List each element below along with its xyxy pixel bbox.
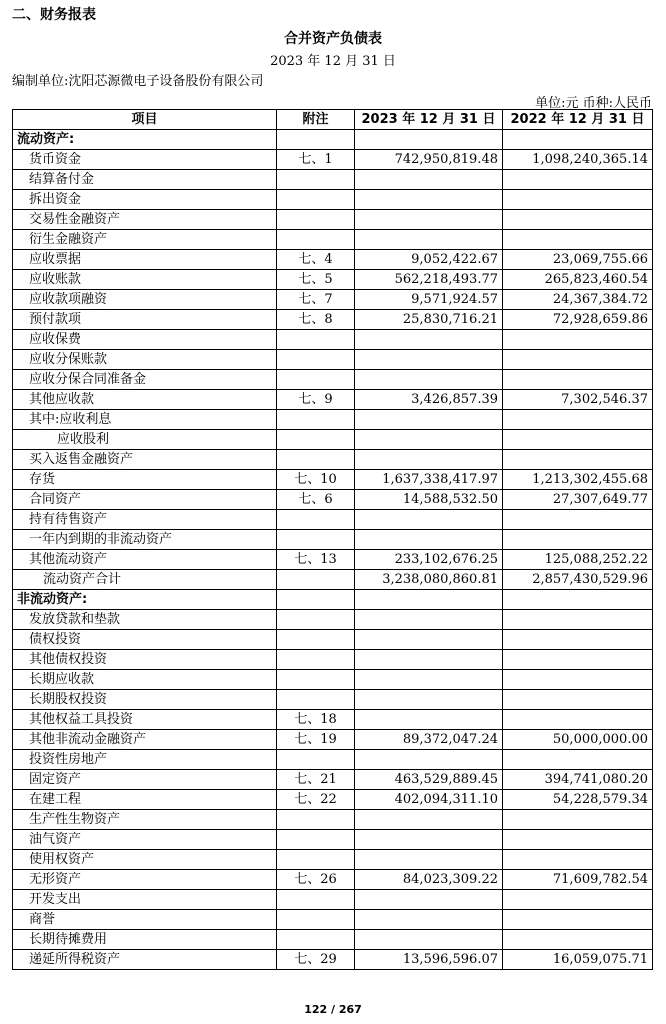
header-note: 附注 <box>277 110 355 130</box>
value-2023-cell <box>355 430 503 450</box>
item-cell: 其他应收款 <box>13 390 277 410</box>
value-2023-cell: 3,238,080,860.81 <box>355 570 503 590</box>
value-2023-cell <box>355 170 503 190</box>
table-header-row <box>13 110 653 130</box>
table-row <box>13 490 653 510</box>
table-row <box>13 150 653 170</box>
value-2022-cell: 16,059,075.71 <box>503 950 653 970</box>
table-row <box>13 790 653 810</box>
value-2023-cell <box>355 510 503 530</box>
value-2023-cell: 3,426,857.39 <box>355 390 503 410</box>
value-2022-cell <box>503 670 653 690</box>
note-cell <box>277 590 355 610</box>
table-row <box>13 510 653 530</box>
value-2022-cell <box>503 430 653 450</box>
note-cell <box>277 690 355 710</box>
value-2023-cell <box>355 810 503 830</box>
value-2023-cell <box>355 650 503 670</box>
value-2022-cell <box>503 810 653 830</box>
note-cell <box>277 230 355 250</box>
value-2023-cell <box>355 590 503 610</box>
value-2023-cell <box>355 670 503 690</box>
table-row <box>13 770 653 790</box>
value-2023-cell: 9,052,422.67 <box>355 250 503 270</box>
note-cell <box>277 610 355 630</box>
note-cell <box>277 830 355 850</box>
table-row <box>13 910 653 930</box>
value-2022-cell: 2,857,430,529.96 <box>503 570 653 590</box>
item-cell: 一年内到期的非流动资产 <box>13 530 277 550</box>
item-cell: 长期待摊费用 <box>13 930 277 950</box>
table-row <box>13 830 653 850</box>
table-row <box>13 290 653 310</box>
table-row <box>13 170 653 190</box>
item-cell: 递延所得税资产 <box>13 950 277 970</box>
item-cell: 应收保费 <box>13 330 277 350</box>
value-2022-cell: 7,302,546.37 <box>503 390 653 410</box>
value-2023-cell <box>355 610 503 630</box>
document-title: 合并资产负债表 <box>284 31 382 47</box>
value-2023-cell: 463,529,889.45 <box>355 770 503 790</box>
value-2023-cell: 84,023,309.22 <box>355 870 503 890</box>
note-cell <box>277 810 355 830</box>
note-cell: 七、7 <box>277 290 355 310</box>
value-2023-cell <box>355 910 503 930</box>
value-2022-cell <box>503 510 653 530</box>
note-cell <box>277 910 355 930</box>
note-cell <box>277 510 355 530</box>
value-2023-cell <box>355 830 503 850</box>
note-cell: 七、5 <box>277 270 355 290</box>
item-cell: 使用权资产 <box>13 850 277 870</box>
table-row <box>13 750 653 770</box>
table-row <box>13 950 653 970</box>
note-cell: 七、22 <box>277 790 355 810</box>
table-row <box>13 450 653 470</box>
value-2022-cell <box>503 630 653 650</box>
note-cell <box>277 430 355 450</box>
value-2022-cell: 71,609,782.54 <box>503 870 653 890</box>
note-cell <box>277 370 355 390</box>
item-cell: 长期股权投资 <box>13 690 277 710</box>
value-2023-cell: 562,218,493.77 <box>355 270 503 290</box>
table-row <box>13 230 653 250</box>
value-2023-cell <box>355 190 503 210</box>
value-2023-cell <box>355 530 503 550</box>
note-cell <box>277 530 355 550</box>
item-cell: 商誉 <box>13 910 277 930</box>
value-2023-cell: 402,094,311.10 <box>355 790 503 810</box>
item-cell: 衍生金融资产 <box>13 230 277 250</box>
item-cell: 应收账款 <box>13 270 277 290</box>
value-2023-cell: 25,830,716.21 <box>355 310 503 330</box>
note-cell: 七、10 <box>277 470 355 490</box>
note-cell: 七、1 <box>277 150 355 170</box>
value-2022-cell: 23,069,755.66 <box>503 250 653 270</box>
item-cell: 拆出资金 <box>13 190 277 210</box>
header-item: 项目 <box>13 110 277 130</box>
value-2022-cell: 1,213,302,455.68 <box>503 470 653 490</box>
item-cell: 流动资产合计 <box>13 570 277 590</box>
note-cell <box>277 890 355 910</box>
section-row <box>13 590 653 610</box>
item-cell: 债权投资 <box>13 630 277 650</box>
table-row <box>13 630 653 650</box>
value-2022-cell <box>503 830 653 850</box>
note-cell <box>277 650 355 670</box>
value-2022-cell <box>503 910 653 930</box>
table-row <box>13 430 653 450</box>
value-2022-cell <box>503 210 653 230</box>
item-cell: 其他权益工具投资 <box>13 710 277 730</box>
item-cell: 油气资产 <box>13 830 277 850</box>
note-cell <box>277 630 355 650</box>
note-cell <box>277 750 355 770</box>
table-row <box>13 670 653 690</box>
table-row <box>13 410 653 430</box>
note-cell <box>277 670 355 690</box>
table-row <box>13 530 653 550</box>
section-title: 二、财务报表 <box>12 7 96 23</box>
document-date: 2023 年 12 月 31 日 <box>270 54 396 69</box>
item-cell: 在建工程 <box>13 790 277 810</box>
value-2023-cell: 1,637,338,417.97 <box>355 470 503 490</box>
company-name: 编制单位:沈阳芯源微电子设备股份有限公司 <box>12 74 264 89</box>
note-cell <box>277 930 355 950</box>
item-cell: 流动资产: <box>13 130 277 150</box>
table-row <box>13 650 653 670</box>
item-cell: 应收分保合同准备金 <box>13 370 277 390</box>
value-2022-cell: 27,307,649.77 <box>503 490 653 510</box>
value-2022-cell <box>503 590 653 610</box>
note-cell <box>277 350 355 370</box>
table-row <box>13 930 653 950</box>
value-2022-cell <box>503 170 653 190</box>
value-2022-cell <box>503 350 653 370</box>
value-2023-cell: 9,571,924.57 <box>355 290 503 310</box>
balance-sheet-table <box>12 109 653 970</box>
item-cell: 预付款项 <box>13 310 277 330</box>
value-2022-cell <box>503 410 653 430</box>
table-row <box>13 330 653 350</box>
value-2022-cell <box>503 130 653 150</box>
value-2023-cell <box>355 890 503 910</box>
item-cell: 应收款项融资 <box>13 290 277 310</box>
value-2023-cell: 89,372,047.24 <box>355 730 503 750</box>
value-2022-cell <box>503 530 653 550</box>
item-cell: 买入返售金融资产 <box>13 450 277 470</box>
table-row <box>13 250 653 270</box>
table-row <box>13 390 653 410</box>
header-2023: 2023 年 12 月 31 日 <box>355 110 503 130</box>
value-2023-cell <box>355 930 503 950</box>
item-cell: 持有待售资产 <box>13 510 277 530</box>
value-2022-cell <box>503 450 653 470</box>
value-2022-cell <box>503 370 653 390</box>
note-cell: 七、13 <box>277 550 355 570</box>
value-2023-cell <box>355 410 503 430</box>
value-2022-cell: 394,741,080.20 <box>503 770 653 790</box>
item-cell: 非流动资产: <box>13 590 277 610</box>
section-row <box>13 130 653 150</box>
value-2023-cell <box>355 750 503 770</box>
currency-unit: 单位:元 币种:人民币 <box>535 96 652 111</box>
value-2023-cell <box>355 230 503 250</box>
table-row <box>13 730 653 750</box>
item-cell: 开发支出 <box>13 890 277 910</box>
table-row <box>13 470 653 490</box>
value-2022-cell <box>503 610 653 630</box>
note-cell: 七、9 <box>277 390 355 410</box>
value-2022-cell: 50,000,000.00 <box>503 730 653 750</box>
value-2022-cell: 265,823,460.54 <box>503 270 653 290</box>
note-cell <box>277 450 355 470</box>
note-cell <box>277 330 355 350</box>
item-cell: 其他流动资产 <box>13 550 277 570</box>
value-2022-cell <box>503 890 653 910</box>
value-2022-cell: 72,928,659.86 <box>503 310 653 330</box>
note-cell <box>277 410 355 430</box>
header-2022: 2022 年 12 月 31 日 <box>503 110 653 130</box>
item-cell: 存货 <box>13 470 277 490</box>
note-cell: 七、4 <box>277 250 355 270</box>
item-cell: 其中:应收利息 <box>13 410 277 430</box>
note-cell <box>277 130 355 150</box>
item-cell: 交易性金融资产 <box>13 210 277 230</box>
value-2022-cell <box>503 710 653 730</box>
value-2023-cell <box>355 690 503 710</box>
table-row <box>13 710 653 730</box>
item-cell: 应收股利 <box>13 430 277 450</box>
note-cell <box>277 170 355 190</box>
value-2022-cell <box>503 930 653 950</box>
value-2022-cell <box>503 330 653 350</box>
table-row <box>13 350 653 370</box>
note-cell: 七、26 <box>277 870 355 890</box>
note-cell <box>277 190 355 210</box>
value-2022-cell <box>503 750 653 770</box>
value-2022-cell: 54,228,579.34 <box>503 790 653 810</box>
note-cell <box>277 570 355 590</box>
note-cell: 七、18 <box>277 710 355 730</box>
value-2023-cell: 742,950,819.48 <box>355 150 503 170</box>
value-2022-cell: 1,098,240,365.14 <box>503 150 653 170</box>
item-cell: 应收分保账款 <box>13 350 277 370</box>
note-cell <box>277 210 355 230</box>
item-cell: 应收票据 <box>13 250 277 270</box>
value-2022-cell <box>503 850 653 870</box>
value-2023-cell <box>355 370 503 390</box>
value-2023-cell <box>355 450 503 470</box>
value-2023-cell <box>355 850 503 870</box>
value-2023-cell <box>355 130 503 150</box>
table-row <box>13 370 653 390</box>
value-2023-cell <box>355 710 503 730</box>
value-2022-cell <box>503 650 653 670</box>
item-cell: 合同资产 <box>13 490 277 510</box>
item-cell: 其他债权投资 <box>13 650 277 670</box>
item-cell: 投资性房地产 <box>13 750 277 770</box>
note-cell <box>277 850 355 870</box>
value-2023-cell <box>355 630 503 650</box>
table-row <box>13 850 653 870</box>
table-row <box>13 870 653 890</box>
note-cell: 七、19 <box>277 730 355 750</box>
table-row <box>13 690 653 710</box>
note-cell: 七、8 <box>277 310 355 330</box>
value-2022-cell <box>503 190 653 210</box>
table-row <box>13 550 653 570</box>
item-cell: 货币资金 <box>13 150 277 170</box>
table-row <box>13 890 653 910</box>
item-cell: 结算备付金 <box>13 170 277 190</box>
note-cell: 七、29 <box>277 950 355 970</box>
value-2022-cell: 24,367,384.72 <box>503 290 653 310</box>
note-cell: 七、6 <box>277 490 355 510</box>
page-number: 122 / 267 <box>304 1003 362 1016</box>
value-2022-cell: 125,088,252.22 <box>503 550 653 570</box>
value-2023-cell <box>355 350 503 370</box>
item-cell: 发放贷款和垫款 <box>13 610 277 630</box>
item-cell: 长期应收款 <box>13 670 277 690</box>
table-row <box>13 270 653 290</box>
value-2023-cell: 13,596,596.07 <box>355 950 503 970</box>
value-2022-cell <box>503 690 653 710</box>
item-cell: 无形资产 <box>13 870 277 890</box>
item-cell: 固定资产 <box>13 770 277 790</box>
item-cell: 生产性生物资产 <box>13 810 277 830</box>
item-cell: 其他非流动金融资产 <box>13 730 277 750</box>
note-cell: 七、21 <box>277 770 355 790</box>
table-row <box>13 610 653 630</box>
table-row <box>13 210 653 230</box>
table-row <box>13 310 653 330</box>
value-2023-cell <box>355 210 503 230</box>
table-row <box>13 570 653 590</box>
value-2023-cell <box>355 330 503 350</box>
value-2022-cell <box>503 230 653 250</box>
table-row <box>13 190 653 210</box>
value-2023-cell: 233,102,676.25 <box>355 550 503 570</box>
table-row <box>13 810 653 830</box>
value-2023-cell: 14,588,532.50 <box>355 490 503 510</box>
